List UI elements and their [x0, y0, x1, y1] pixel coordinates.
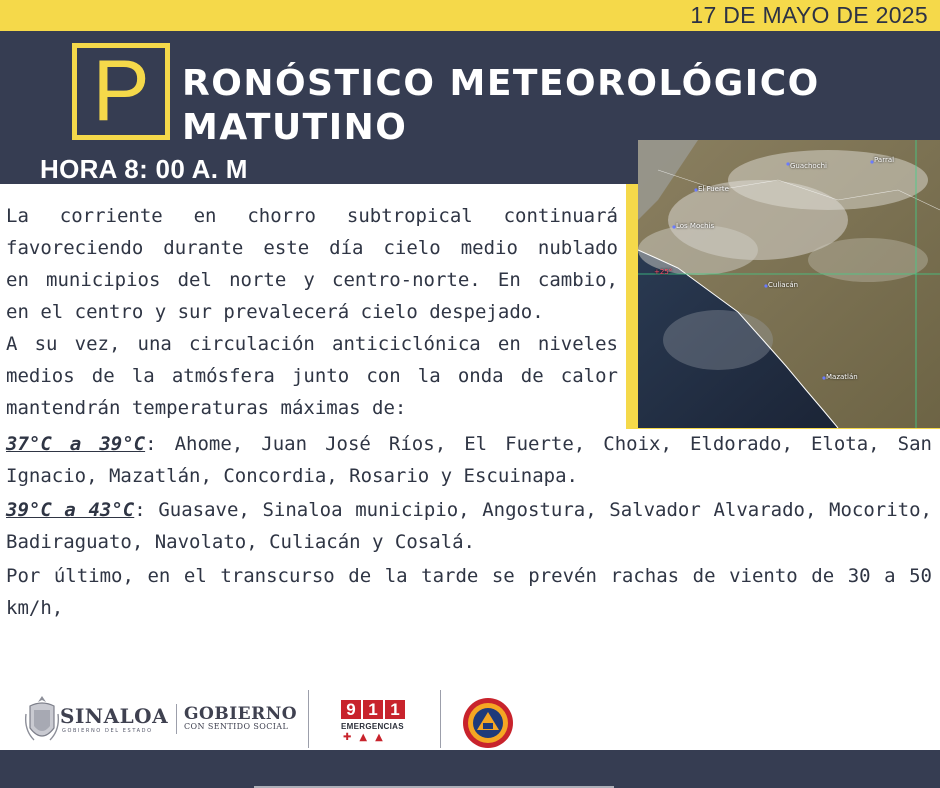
map-label-mazatlan: Mazatlán [826, 373, 858, 381]
emergencias-text: EMERGENCIAS [341, 722, 404, 731]
footer-bar [0, 750, 940, 788]
initial-letter: P [92, 43, 150, 139]
title-line-1: RONÓSTICO METEOROLÓGICO [182, 63, 820, 104]
map-label-guachochi: Guachochi [790, 162, 827, 170]
digit-1: 1 [385, 700, 405, 719]
logo-divider [176, 704, 177, 734]
page-title [182, 62, 820, 150]
p1-line: en municipios del norte y centro-norte. En cambio, [6, 269, 618, 291]
p1-line: La corriente en chorro subtropical continuará [6, 205, 618, 227]
sinaloa-logo-text: SINALOA [60, 704, 169, 728]
gobierno-logo-subtitle: CON SENTIDO SOCIAL [184, 722, 289, 731]
map-label-culiacan: Culiacán [768, 281, 799, 289]
digit-1: 1 [363, 700, 383, 719]
title-line-2: MATUTINO [182, 107, 408, 148]
gobierno-logo-text: GOBIERNO [184, 704, 298, 724]
map-label-parral: Parral [874, 156, 895, 164]
temperature-range-2-municipalities: : Guasave, Sinaloa municipio, Angostura, Salvador Alvarado, Mocorito, Badiraguato, Navolato, Culiacán y Cosalá. [6, 499, 932, 553]
sinaloa-coat-of-arms-icon [24, 694, 60, 748]
logo-divider [440, 690, 441, 748]
p2-line: mantendrán temperaturas máximas de: [6, 397, 407, 419]
emergency-services-icons: ✚▲▲ [343, 732, 391, 743]
satellite-map [638, 140, 940, 428]
logo-divider [308, 690, 309, 748]
proteccion-civil-logo-icon [462, 697, 514, 749]
forecast-range-2 [6, 494, 932, 558]
digit-9: 9 [341, 700, 361, 719]
forecast-paragraph-wind: Por último, en el transcurso de la tarde se prevén rachas de viento de 30 a 50 km/h, [6, 565, 932, 619]
map-label-latitude: +25° [654, 268, 673, 276]
forecast-range-1 [6, 428, 932, 492]
emergency-911-logo [341, 700, 405, 719]
temperature-range-1-municipalities: : Ahome, Juan José Ríos, El Fuerte, Choix, Eldorado, Elota, San Ignacio, Mazatlán, Concordia, Rosario y Escuinapa. [6, 433, 932, 487]
p2-line: A su vez, una circulación anticiclónica en niveles [6, 333, 618, 355]
map-label-los-mochis: Los Mochis [676, 222, 715, 230]
p1-line: en el centro y sur prevalecerá cielo despejado. [6, 301, 544, 323]
p1-line: favoreciendo durante este día cielo medio nublado [6, 237, 618, 259]
initial-letter-box [72, 43, 170, 140]
date-text: 17 DE MAYO DE 2025 [690, 2, 928, 28]
time-label: HORA 8: 00 A. M [40, 154, 248, 184]
temperature-range-2: 39°C a 43°C [6, 499, 135, 521]
sinaloa-logo-subtitle: GOBIERNO DEL ESTADO [62, 728, 153, 734]
p2-line: medios de la atmósfera junto con la onda de calor [6, 365, 618, 387]
date-bar [0, 0, 940, 31]
forecast-paragraph-1 [6, 200, 618, 424]
map-label-el-fuerte: El Fuerte [698, 185, 729, 193]
temperature-range-1: 37°C a 39°C [6, 433, 146, 455]
